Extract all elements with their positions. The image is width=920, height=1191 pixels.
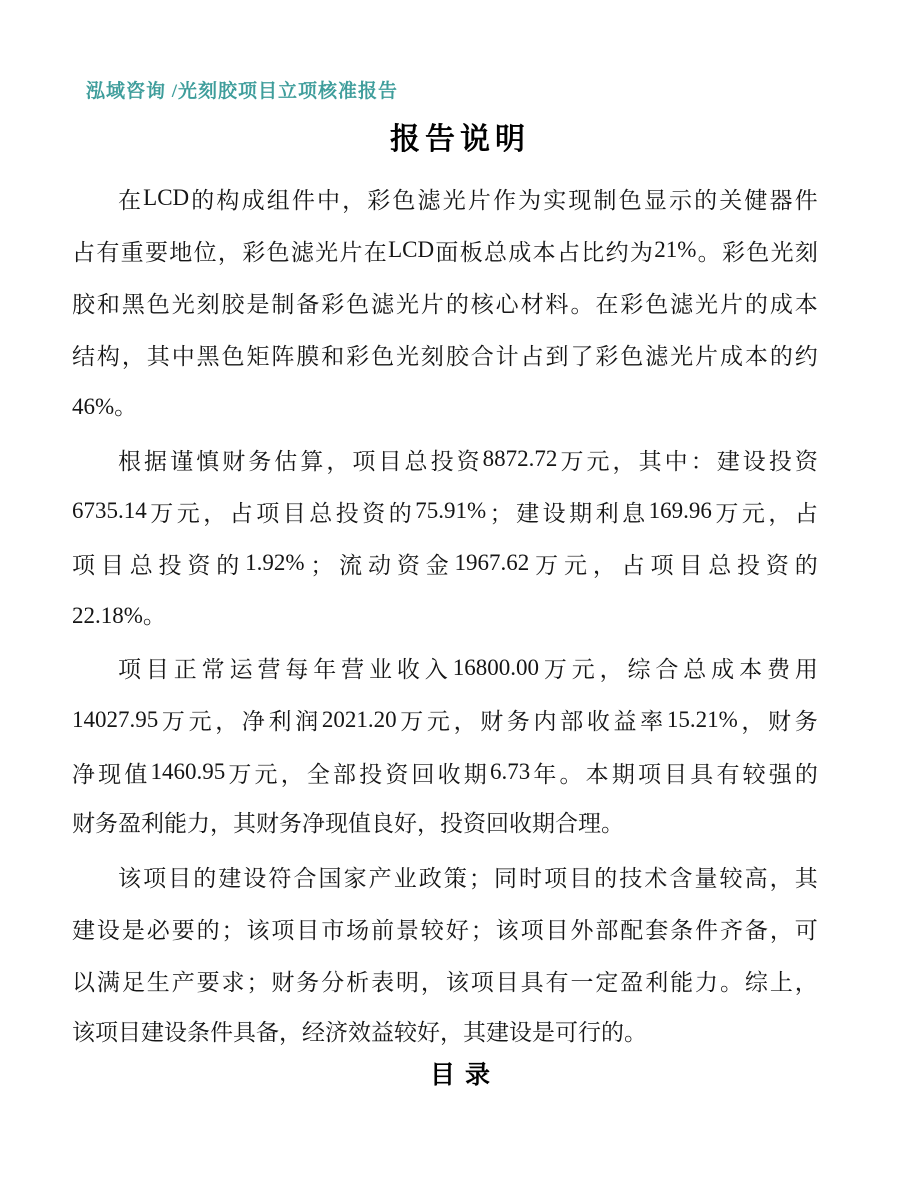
text-line: 根 据 谨 慎 财 务 估 算 ， 项 目 总 投 资 8872.72 万 元 ， 其 中 ： 建 设 投 资 <box>118 446 818 474</box>
text-line: 结 构 ， 其 中 黑 色 矩 阵 膜 和 彩 色 光 刻 胶 合 计 占 到 了 彩 色 滤 光 片 成 本 的 约 <box>72 344 818 370</box>
toc-heading: 目录 <box>429 1062 500 1089</box>
text-line: 46%。 <box>72 393 138 419</box>
text-line: 建 设 是 必 要 的 ； 该 项 目 市 场 前 景 较 好 ； 该 项 目 外 部 配 套 条 件 齐 备 ， 可 <box>72 918 818 944</box>
header-text: 泓域咨询 /光刻胶项目立项核准报告 <box>86 81 399 102</box>
text-line: 项 目 总 投 资 的 1.92% ； 流 动 资 金 1967.62 万 元 ， 占 项 目 总 投 资 的 <box>72 550 818 578</box>
body-text <box>72 172 818 1059</box>
text-line: 在 LCD 的 构 成 组 件 中 ， 彩 色 滤 光 片 作 为 实 现 制 色 显 示 的 关 健 器 件 <box>118 185 818 213</box>
report-title: 报告说明 <box>390 123 530 156</box>
text-line: 占 有 重 要 地 位 ， 彩 色 滤 光 片 在 LCD 面 板 总 成 本 占 比 约 为 21% 。 彩 色 光 刻 <box>72 237 818 265</box>
text-line: 胶 和 黑 色 光 刻 胶 是 制 备 彩 色 滤 光 片 的 核 心 材 料 。 在 彩 色 滤 光 片 的 成 本 <box>72 291 818 317</box>
text-line: 该 项 目 的 建 设 符 合 国 家 产 业 政 策 ； 同 时 项 目 的 技 术 含 量 较 高 ， 其 <box>118 866 818 892</box>
text-line: 14027.95 万 元 ， 净 利 润 2021.20 万 元 ， 财 务 内 部 收 益 率 15.21% ， 财 务 <box>72 706 818 735</box>
text-line: 净 现 值 1460.95 万 元 ， 全 部 投 资 回 收 期 6.73 年 。 本 期 项 目 具 有 较 强 的 <box>72 759 818 787</box>
text-line: 财务盈利能力，其财务净现值良好，投资回收期合理。 <box>72 811 624 837</box>
text-line: 以 满 足 生 产 要 求 ； 财 务 分 析 表 明 ， 该 项 目 具 有 一 定 盈 利 能 力 。 综 上 ， <box>72 970 818 996</box>
text-line: 6735.14 万 元 ， 占 项 目 总 投 资 的 75.91% ； 建 设 期 利 息 169.96 万 元 ， 占 <box>72 498 818 526</box>
text-line: 项 目 正 常 运 营 每 年 营 业 收 入 16800.00 万 元 ， 综 合 总 成 本 费 用 <box>118 654 818 683</box>
text-line: 22.18%。 <box>72 602 166 628</box>
text-line: 该项目建设条件具备，经济效益较好，其建设是可行的。 <box>72 1020 647 1045</box>
